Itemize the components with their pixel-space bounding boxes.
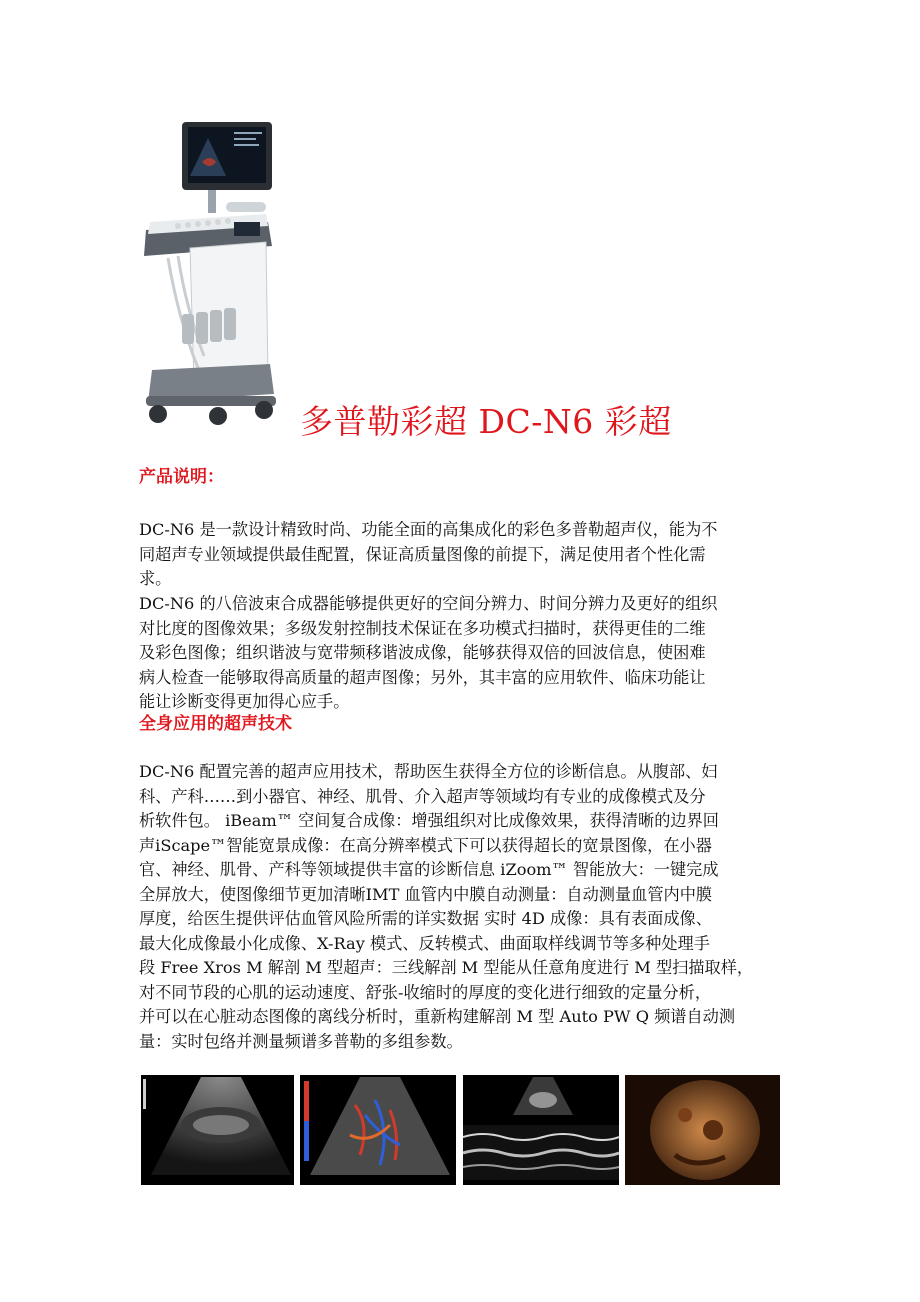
text-line: DC-N6 的八倍波束合成器能够提供更好的空间分辨力、时间分辨力及更好的组织 [139, 594, 718, 613]
text-line: 段 Free Xros M 解剖 M 型超声：三线解剖 M 型能从任意角度进行 M 型扫描取样， [139, 958, 754, 977]
ultrasound-image-4d [625, 1075, 780, 1185]
paragraph-intro [139, 518, 787, 592]
text-line: 量：实时包络并测量频谱多普勒的多组参数。 [139, 1031, 463, 1051]
ultrasound-image-m-mode [463, 1075, 619, 1185]
text-line: 厚度，给医生提供评估血管风险所需的详实数据 实时 4D 成像：具有表面成像、 [139, 909, 712, 928]
text-line: 求。 [139, 569, 172, 588]
paragraph-applications [139, 760, 787, 1054]
text-line: 对比度的图像效果；多级发射控制技术保证在多功模式扫描时，获得更佳的二维 [139, 618, 706, 638]
ultrasound-image-color-doppler [300, 1075, 456, 1185]
text-line: DC-N6 配置完善的超声应用技术，帮助医生获得全方位的诊断信息。从腹部、妇 [139, 762, 718, 781]
text-line: 并可以在心脏动态图像的离线分析时，重新构建解剖 M 型 Auto PW Q 频谱自动测 [139, 1007, 736, 1026]
text-line: 病人检查一能够取得高质量的超声图像；另外，其丰富的应用软件、临床功能让 [139, 667, 706, 687]
page-title: 多普勒彩超 DC-N6 彩超 [300, 402, 672, 441]
text-line: 声iScape™智能宽景成像：在高分辨率模式下可以获得超长的宽景图像，在小器 [139, 835, 712, 855]
text-line: DC-N6 是一款设计精致时尚、功能全面的高集成化的彩色多普勒超声仪，能为不 [139, 520, 718, 539]
text-line: 同超声专业领域提供最佳配置，保证高质量图像的前提下，满足使用者个性化需 [139, 544, 706, 564]
text-line: 及彩色图像；组织谐波与宽带频移谐波成像，能够获得双倍的回波信息，使困难 [139, 643, 706, 662]
text-line: 全屏放大，使图像细节更加清晰IMT 血管内中膜自动测量：自动测量血管内中膜 [139, 884, 713, 904]
text-line: 官、神经、肌骨、产科等领域提供丰富的诊断信息 iZoom™ 智能放大：一键完成 [139, 860, 719, 879]
text-line: 析软件包。 iBeam™ 空间复合成像：增强组织对比成像效果，获得清晰的边界回 [139, 811, 719, 830]
paragraph-beamformer [139, 592, 787, 715]
section-heading-product-description: 产品说明： [139, 467, 224, 487]
text-line: 能让诊断变得更加得心应手。 [139, 692, 350, 711]
section-heading-ultrasound-tech: 全身应用的超声技术 [139, 714, 292, 734]
text-line: 最大化成像最小化成像、X-Ray 模式、反转模式、曲面取样线调节等多种处理手 [139, 933, 710, 953]
ultrasound-image-bmode [141, 1075, 294, 1185]
ultrasound-machine-image [138, 118, 278, 436]
text-line: 科、产科……到小器官、神经、肌骨、介入超声等领域均有专业的成像模式及分 [139, 786, 706, 806]
text-line: 对不同节段的心肌的运动速度、舒张-收缩时的厚度的变化进行细致的定量分析， [139, 982, 712, 1002]
